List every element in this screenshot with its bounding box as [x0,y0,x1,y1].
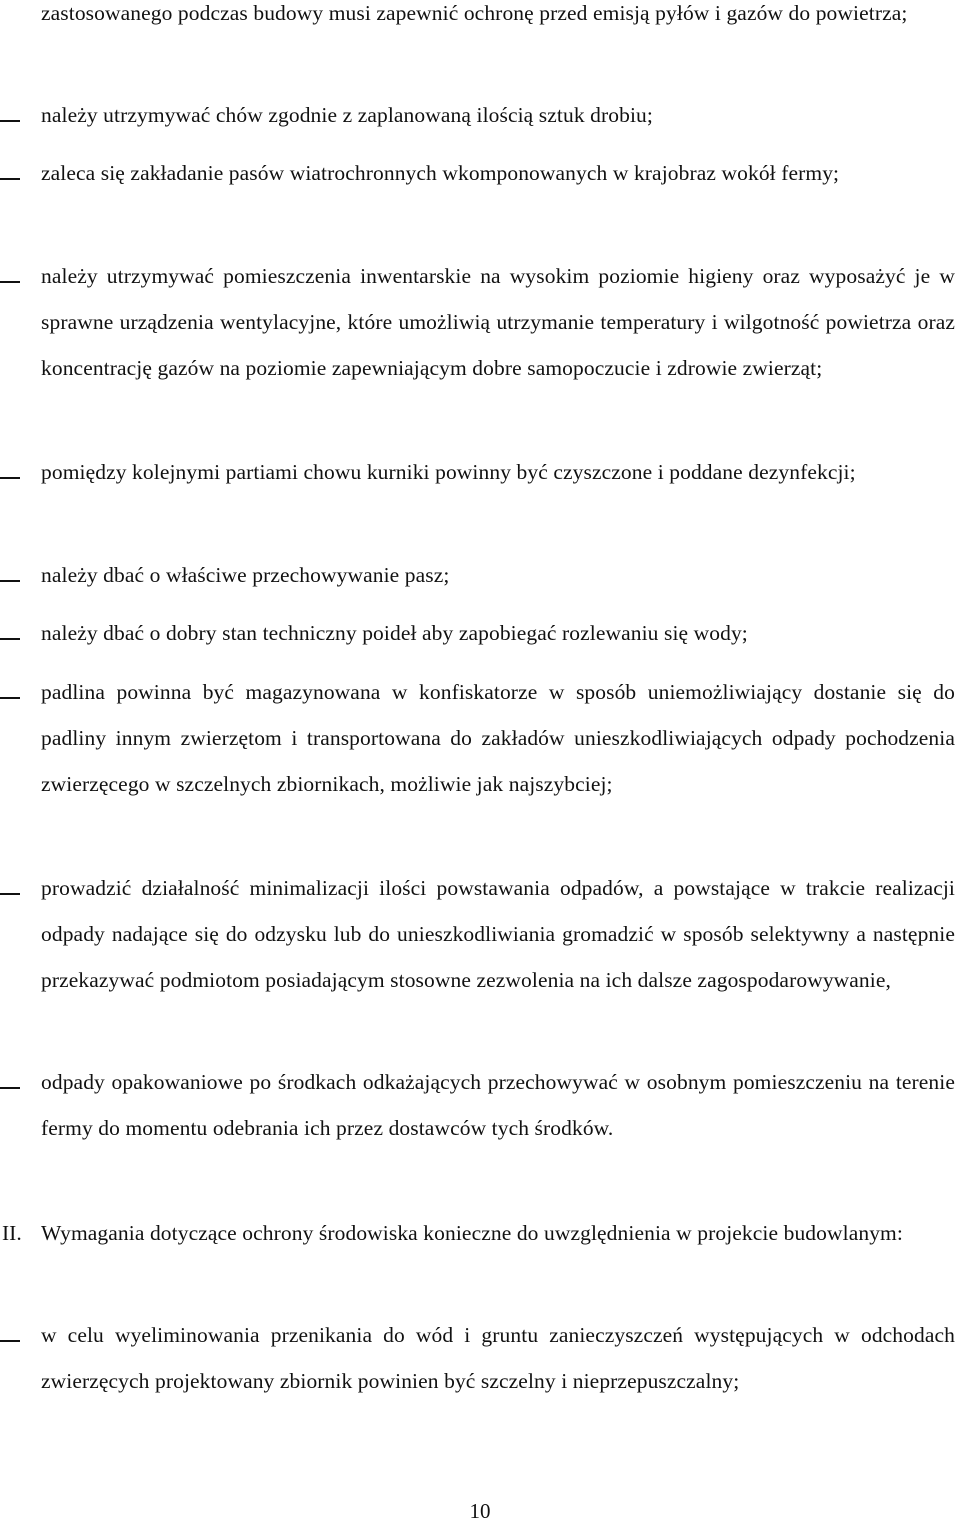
list-item [41,669,955,807]
list-item-text: pomiędzy kolejnymi partiami chowu kurniki powinny być czyszczone i poddane dezynfekcji; [41,460,856,484]
list-item-text: należy dbać o właściwe przechowywanie pasz; [41,563,450,587]
list-item-text: należy dbać o dobry stan techniczny poideł aby zapobiegać rozlewaniu się wody; [41,621,748,645]
list-item [41,865,955,1003]
list-item-text: zaleca się zakładanie pasów wiatrochronnych wkomponowanych w krajobraz wokół fermy; [41,161,840,185]
list-item-text: należy utrzymywać chów zgodnie z zaplanowaną ilością sztuk drobiu; [41,103,653,127]
dash-bullet [0,120,20,122]
dash-bullet [0,1087,20,1089]
section-heading-text: Wymagania dotyczące ochrony środowiska konieczne do uwzględnienia w projekcie budowlanym: [41,1221,903,1245]
list-item [41,552,955,598]
dash-bullet [0,697,20,699]
list-item-text: należy utrzymywać pomieszczenia inwentarskie na wysokim poziomie higieny oraz wyposażyć je w sprawne urządzenia wentylacyjne, które umożliwią utrzymanie temperatury i wilgotność powietrza oraz koncentrację gazów na poziomie zapewniającym dobre samopoczucie i zdrowie zwierząt; [41,264,955,380]
list-item [41,610,955,656]
dash-bullet [0,178,20,180]
dash-bullet [0,893,20,895]
section-heading [41,1210,955,1256]
continuation-text: zastosowanego podczas budowy musi zapewnić ochronę przed emisją pyłów i gazów do powietrza; [41,1,908,25]
list-item [41,1312,955,1404]
list-item [41,92,955,138]
dash-bullet [0,477,20,479]
list-item [41,150,955,196]
dash-bullet [0,1340,20,1342]
list-item-text: padlina powinna być magazynowana w konfiskatorze w sposób uniemożliwiający dostanie się do padliny innym zwierzętom i transportowana do zakładów unieszkodliwiających odpady pochodzenia zwierzęcego w szczelnych zbiornikach, możliwie jak najszybciej; [41,680,955,796]
list-item [41,1059,955,1151]
dash-bullet [0,638,20,640]
list-item-text: prowadzić działalność minimalizacji ilości powstawania odpadów, a powstające w trakcie realizacji odpady nadające się do odzysku lub do unieszkodliwiania gromadzić w sposób selektywny a następnie przekazywać podmiotom posiadającym stosowne zezwolenia na ich dalsze zagospodarowywanie, [41,876,955,992]
section-numeral: II. [2,1221,22,1245]
continuation-paragraph [41,0,955,36]
dash-bullet [0,281,20,283]
list-item-text: odpady opakowaniowe po środkach odkażających przechowywać w osobnym pomieszczeniu na terenie fermy do momentu odebrania ich przez dostawców tych środków. [41,1070,955,1140]
list-item-text: w celu wyeliminowania przenikania do wód i gruntu zanieczyszczeń występujących w odchodach zwierzęcych projektowany zbiornik powinien być szczelny i nieprzepuszczalny; [41,1323,955,1393]
dash-bullet [0,580,20,582]
list-item [41,253,955,391]
page-number: 10 [469,1499,491,1523]
list-item [41,449,955,495]
